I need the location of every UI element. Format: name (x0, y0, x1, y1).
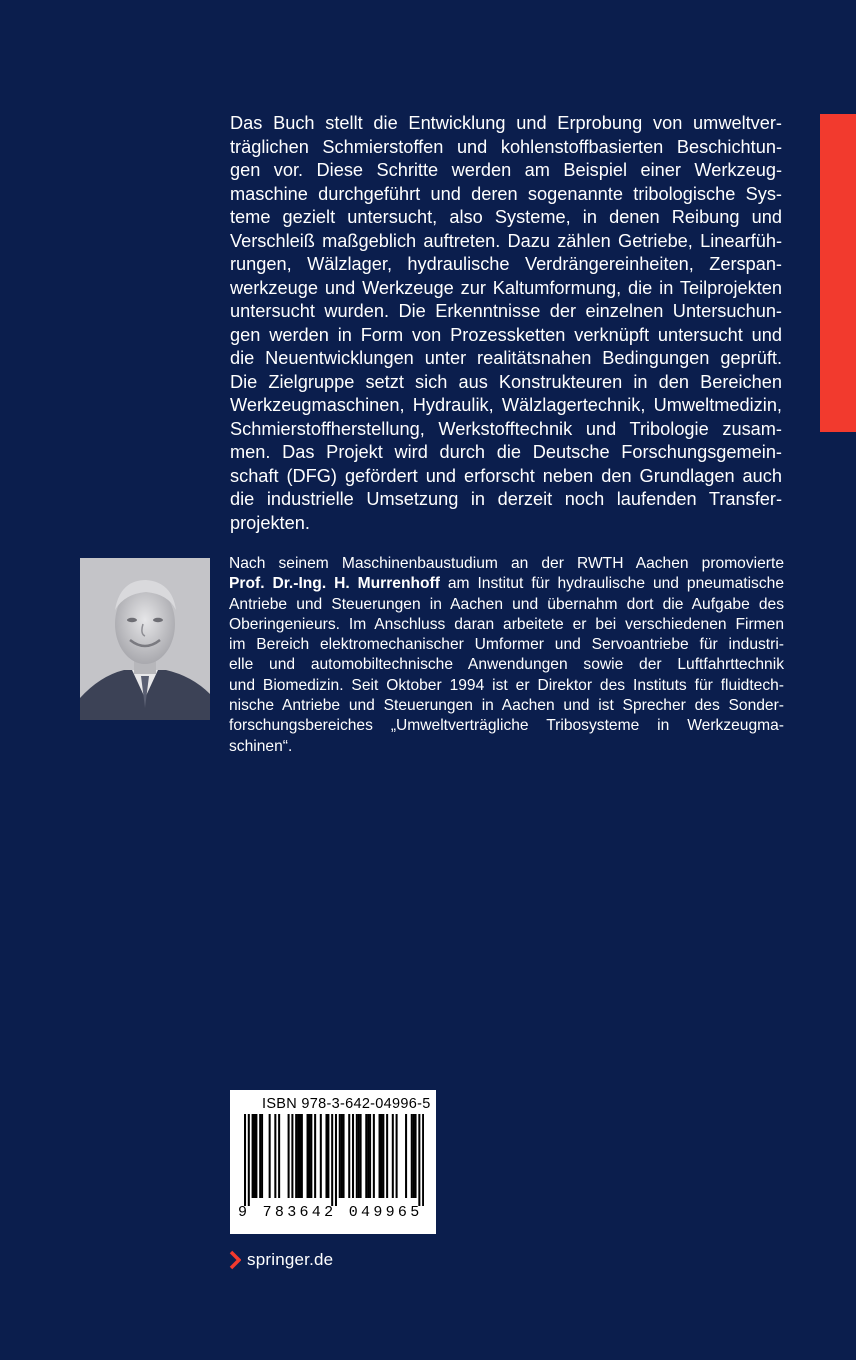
description-line: schaft (DFG) gefördert und erforscht neben den Grundlagen auch (230, 465, 782, 486)
barcode-bar (299, 1114, 301, 1198)
barcode-bar (365, 1114, 367, 1198)
description-line: die industrielle Umsetzung in derzeit noch laufenden Transfer- (230, 489, 782, 509)
bio-line: elle und automobiltechnische Anwendungen sowie der Luftfahrttechnik (229, 656, 784, 674)
publisher-link-text: springer.de (247, 1250, 334, 1269)
barcode-bar (356, 1114, 358, 1198)
bio-line: schinen“. (229, 737, 293, 755)
description-line: Schmierstoffherstellung, Werkstofftechnik und Tribologie zusam- (230, 418, 782, 439)
barcode-bar (382, 1114, 384, 1198)
description-line: maschine durchgeführt und deren sogenannte tribologische Sys- (230, 183, 782, 204)
barcode-bar (339, 1114, 341, 1198)
barcode-bar (373, 1114, 375, 1198)
barcode-bar (278, 1114, 280, 1198)
barcode-bar (396, 1114, 398, 1198)
description-line: träglichen Schmierstoffen und kohlenstoffbasierten Beschichtun- (230, 136, 782, 157)
author-photo (80, 558, 210, 720)
isbn-barcode (230, 1090, 436, 1234)
barcode-bar (255, 1114, 257, 1198)
barcode-bar (252, 1114, 254, 1198)
barcode-bar (341, 1114, 343, 1198)
barcode-bar (307, 1114, 309, 1198)
barcode-bar (413, 1114, 415, 1198)
barcode-bar (367, 1114, 369, 1198)
bio-line (229, 574, 784, 594)
barcode-bar (352, 1114, 354, 1198)
barcode-bar (405, 1114, 407, 1198)
barcode-bar (291, 1114, 293, 1198)
description-line: teme gezielt untersucht, also Systeme, in denen Reibung und (230, 207, 782, 227)
author-bio (229, 554, 784, 757)
red-accent-tab (820, 114, 856, 432)
barcode-bar (415, 1114, 417, 1198)
description-line: gen vor. Diese Schritte werden am Beispiel einer Werkzeug- (230, 160, 782, 180)
barcode-bar (422, 1114, 424, 1206)
isbn-label: ISBN 978-3-642-04996-5 (262, 1096, 431, 1112)
description-line: untersucht wurden. Die Erkenntnisse der einzelnen Untersuchun- (230, 301, 782, 321)
bio-line-rest: am Institut für hydraulische und pneumatische (439, 575, 784, 593)
barcode-bar (325, 1114, 327, 1198)
barcode-bar (331, 1114, 333, 1206)
bio-line: nische Antriebe und Steuerungen in Aachen und ist Sprecher des Sonder- (229, 697, 784, 715)
author-portrait-illustration (80, 558, 210, 720)
chevron-right-icon (229, 1250, 241, 1270)
barcode-bar (418, 1114, 420, 1206)
barcode-bar (360, 1114, 362, 1198)
barcode-bar (327, 1114, 329, 1198)
publisher-link[interactable] (229, 1250, 333, 1270)
barcode-bars (244, 1114, 424, 1206)
barcode-bar (380, 1114, 382, 1198)
barcode-bar (274, 1114, 276, 1198)
description-line: die Neuentwicklungen unter realitätsnahen Bedingungen geprüft. (230, 348, 782, 368)
barcode-bar (386, 1114, 388, 1198)
bio-line: und Biomedizin. Seit Oktober 1994 ist er Direktor des Instituts für fluidtech- (229, 676, 784, 694)
barcode-bar (288, 1114, 290, 1198)
description-line: rungen, Wälzlager, hydraulische Verdrängereinheiten, Zerspan- (230, 254, 782, 274)
description-line: projekten. (230, 512, 310, 533)
bio-line: im Bereich elektromechanischer Umformer und Servoantriebe für industri- (229, 636, 784, 654)
barcode-bar (369, 1114, 371, 1198)
author-name: Prof. Dr.-Ing. H. Murrenhoff (229, 575, 440, 593)
barcode-bar (269, 1114, 271, 1198)
description-line: Das Buch stellt die Entwicklung und Erprobung von umweltver- (230, 113, 782, 133)
barcode-bar (248, 1114, 250, 1206)
barcode-bar (343, 1114, 345, 1198)
bio-line: Antriebe und Steuerungen in Aachen und übernahm dort die Aufgabe des (229, 595, 784, 613)
book-description (230, 112, 782, 535)
barcode-bar (379, 1114, 381, 1198)
barcode-bar (259, 1114, 261, 1198)
barcode-bar (335, 1114, 337, 1206)
barcode-bar (253, 1114, 255, 1198)
bio-line: forschungsbereiches „Umweltverträgliche Tribosysteme in Werkzeugma- (229, 717, 784, 735)
barcode-bar (314, 1114, 316, 1198)
barcode-bar (358, 1114, 360, 1198)
barcode-bar (310, 1114, 312, 1198)
description-line: Werkzeugmaschinen, Hydraulik, Wälzlagertechnik, Umweltmedizin, (230, 395, 782, 415)
description-line: gen werden in Form von Prozessketten verknüpft untersucht und (230, 324, 782, 345)
barcode-bar (348, 1114, 350, 1198)
barcode-bar (297, 1114, 299, 1198)
ean-digits: 9 783642 049965 (238, 1204, 423, 1221)
barcode-bar (295, 1114, 297, 1198)
description-line: werkzeuge und Werkzeuge zur Kaltumformung, die in Teilprojekten (230, 277, 782, 298)
barcode-bar (261, 1114, 263, 1198)
description-line: men. Das Projekt wird durch die Deutsche Forschungsgemein- (230, 442, 782, 462)
bio-line: Oberingenieurs. Im Anschluss daran arbeitete er bei verschiedenen Firmen (229, 615, 784, 633)
barcode-bar (411, 1114, 413, 1198)
description-line: Die Zielgruppe setzt sich aus Konstrukteuren in den Bereichen (230, 371, 782, 392)
barcode-bar (301, 1114, 303, 1198)
barcode-bar (244, 1114, 246, 1206)
bio-line: Nach seinem Maschinenbaustudium an der RWTH Aachen promovierte (229, 555, 784, 572)
barcode-bar (308, 1114, 310, 1198)
description-line: Verschleiß maßgeblich auftreten. Dazu zählen Getriebe, Linearfüh- (230, 230, 782, 251)
barcode-bar (392, 1114, 394, 1198)
barcode-bar (320, 1114, 322, 1198)
